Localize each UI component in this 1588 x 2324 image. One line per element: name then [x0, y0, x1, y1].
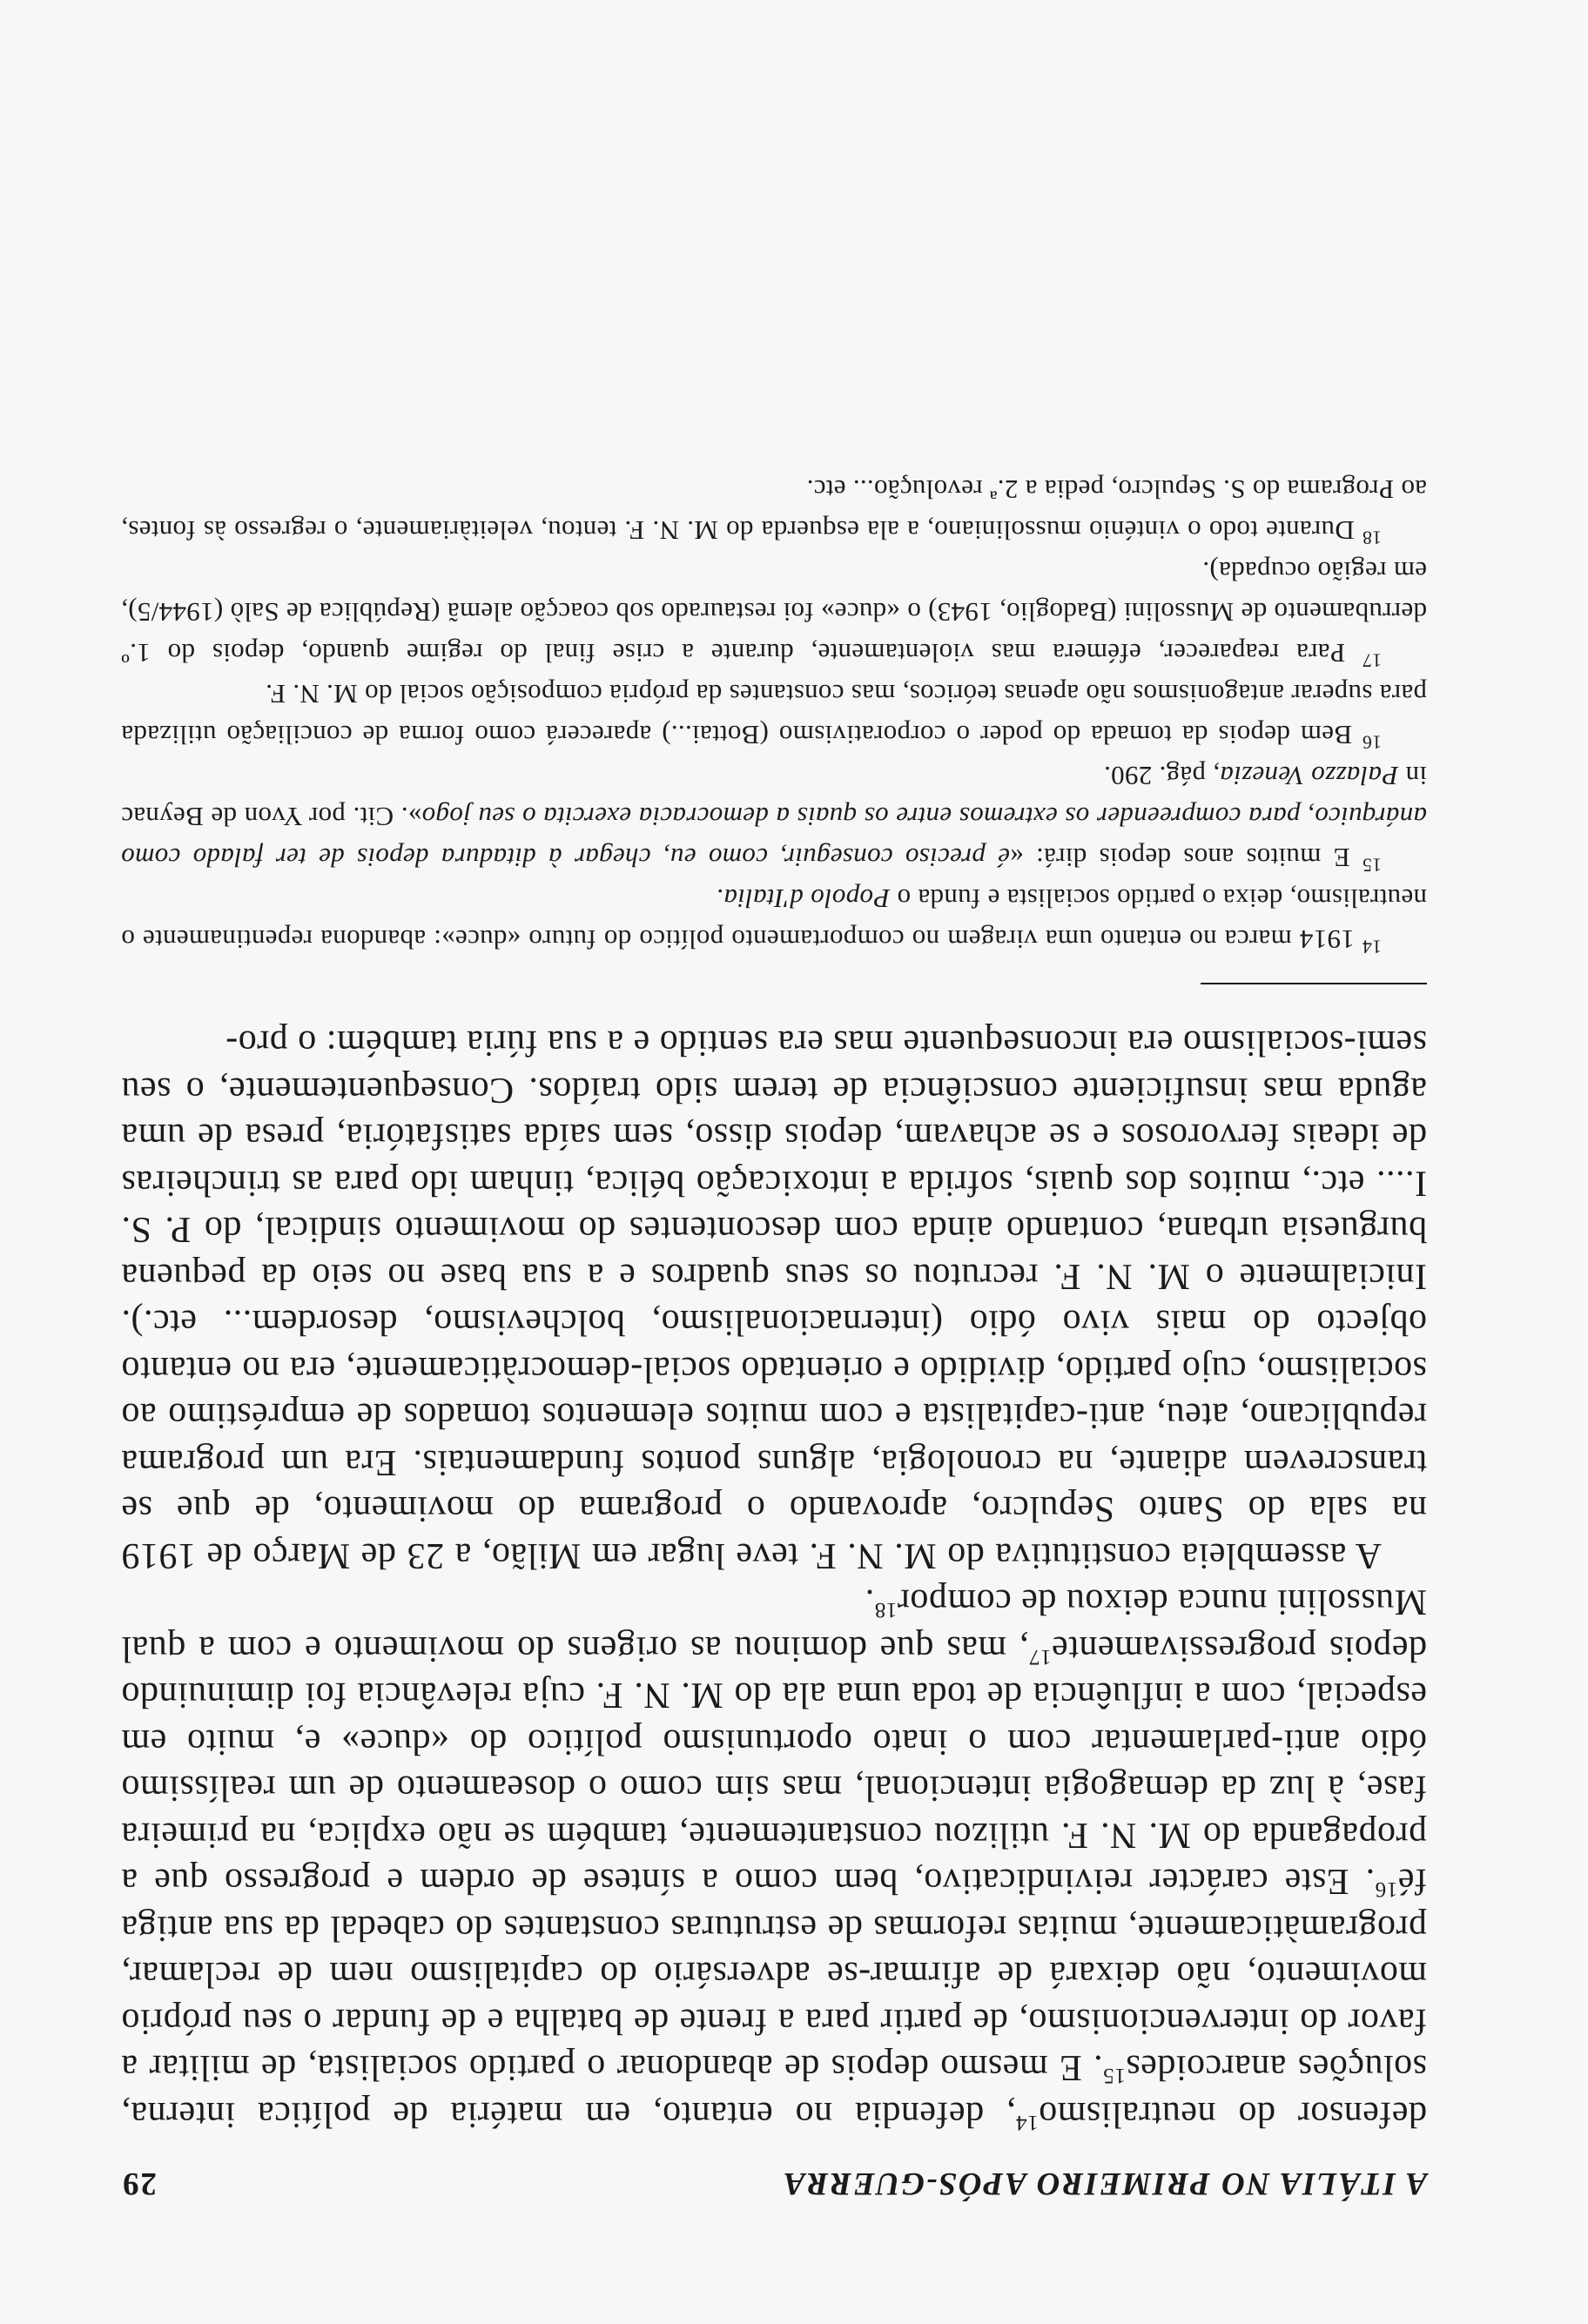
running-title: A ITÁLIA NO PRIMEIRO APÓS-GUERRA	[781, 2166, 1427, 2201]
footnote-18-text: Durante todo o vinténio mussoliniano, a ala esquerda do M. N. F. tentou, veleitàriamente, o regresso às fontes, ao Programa do S. Sepulcro, pedia a 2.ª revolução... etc.	[121, 474, 1427, 546]
p1-text-1: defensor do neutralismo	[1038, 2094, 1427, 2134]
page-content	[121, 469, 1427, 2202]
footnote-15-book-title: Palazzo Venezia	[1220, 761, 1399, 791]
footnote-14-text: 1914 marca no entanto uma viragem no comportamento político do futuro «duce»: abandona repentinamente o neutralismo, deixa o partido socialista e funda o	[121, 883, 1427, 955]
footnote-15-quote: é preciso conseguir, como eu, chegar à ditadura depois de ter falado como anárquico, para compreender os extremos entre os quais a democracia exercita o seu jogo	[121, 802, 1427, 873]
footnote-18-number: 18	[1362, 527, 1382, 548]
footnote-separator	[1201, 983, 1427, 984]
footnote-14-emphasis: Popolo d'Italia	[723, 883, 891, 914]
footnote-16	[121, 674, 1427, 756]
note-ref-17: 17	[1028, 1645, 1052, 1669]
footnote-14-number: 14	[1362, 936, 1382, 957]
note-ref-14: 14	[1015, 2111, 1039, 2134]
note-ref-16: 16	[1375, 1877, 1398, 1902]
footnote-15-text-end: , pág. 290.	[1103, 761, 1221, 791]
footnotes	[121, 469, 1427, 960]
footnote-15-text: E muitos anos depois dirá: «	[1010, 843, 1350, 873]
note-ref-15: 15	[1102, 2064, 1126, 2088]
paragraph-2: A assembleia constitutiva do M. N. F. teve lugar em Milão, a 23 de Março de 1919 na sala do Santo Sepulcro, aprovando o programa do movimento, de que se transcrevem adiante, na cronologia, alguns pontos fundamentais. Era um programa republicano, ateu, anti-capitalista e com muitos elementos tomados de empréstimo ao socialismo, cujo partido, dividido e orientado social-democràticamente, era no entanto objecto do mais vivo ódio (internacionalismo, bolchevismo, desordem... etc.). Inicialmente o M. N. F. recrutou os seus quadros e a sua base no seio da pequena burguesia urbana, contando ainda com descontentes do movimento sindical, do P. S. I.... etc., muitos dos quais, sofrida a intoxicação bélica, tinham ido para as trincheiras de ideais fervorosos e se achavam, depois disso, sem saída satisfatória, presa de uma aguda mas insuficiente consciência de terem sido traídos. Consequentemente, o seu semi-socialismo era inconsequente mas era sentido e a sua fúria também: o pro-	[121, 1023, 1427, 1575]
note-ref-18: 18	[874, 1598, 898, 1622]
body-text	[121, 1019, 1427, 2137]
p1-text-2: , defendia no entanto, em matéria de política interna, soluções anarcoides	[120, 2047, 1427, 2134]
page-number: 29	[121, 2166, 157, 2201]
footnote-15-text-mid: ». Cit. por Yvon de Beynac in	[121, 761, 1427, 832]
footnote-16-text: Bem depois da tomada do poder o corporativismo (Bottai...) aparecerá como forma de conciliação utilizada para superar antagonismos não apenas teóricos, mas constantes da própria composição social do M. N. F.	[121, 679, 1427, 750]
p1-text-5: , mas que dominou as origens do movimento e com a qual Mussolini nunca deixou de compor	[121, 1582, 1427, 1669]
footnote-17-number: 17	[1362, 649, 1382, 671]
p1-text-3: . E mesmo depois de abandonar o partido socialista, de militar a favor do intervencionismo, de partir para a frente de batalha e de fundar o seu próprio movimento, não deixará de afirmar-se adversário do capitalismo nem de reclamar, programàticamente, muitas reformas de estruturas constantes do cabedal da sua antiga fé	[121, 1861, 1427, 2088]
running-header	[121, 2165, 1427, 2202]
footnote-15	[121, 756, 1427, 878]
footnote-17	[121, 551, 1427, 674]
paragraph-1	[121, 1578, 1427, 2137]
footnote-16-number: 16	[1362, 731, 1382, 753]
footnote-14	[121, 878, 1427, 960]
p1-text-6: .	[865, 1582, 875, 1622]
footnote-18	[121, 469, 1427, 551]
footnote-15-number: 15	[1362, 854, 1382, 876]
p1-text-4: . Este carácter reivindicativo, bem como a síntese de ordem e progresso que a propaganda do M. N. F. utilizou constantemente, também se não explica, na primeira fase, à luz da demagogia intencional, mas sim como o doseamento de um realíssimo ódio anti-parlamentar com o inato oportunismo político do «duce» e, muito em especial, com a influência de toda uma ala do M. N. F. cuja relevância foi diminuindo depois progressivamente	[121, 1629, 1427, 1902]
footnote-17-text: Para reaparecer, efémera mas violentamente, durante a crise final do regime quando, depois do 1.º derrubamento de Mussolini (Badoglio, 1943) o «duce» foi restaurado sob coacção alemã (República de Salò (1944/5), em região ocupada).	[121, 556, 1427, 668]
footnote-14-text-end: .	[717, 883, 724, 914]
